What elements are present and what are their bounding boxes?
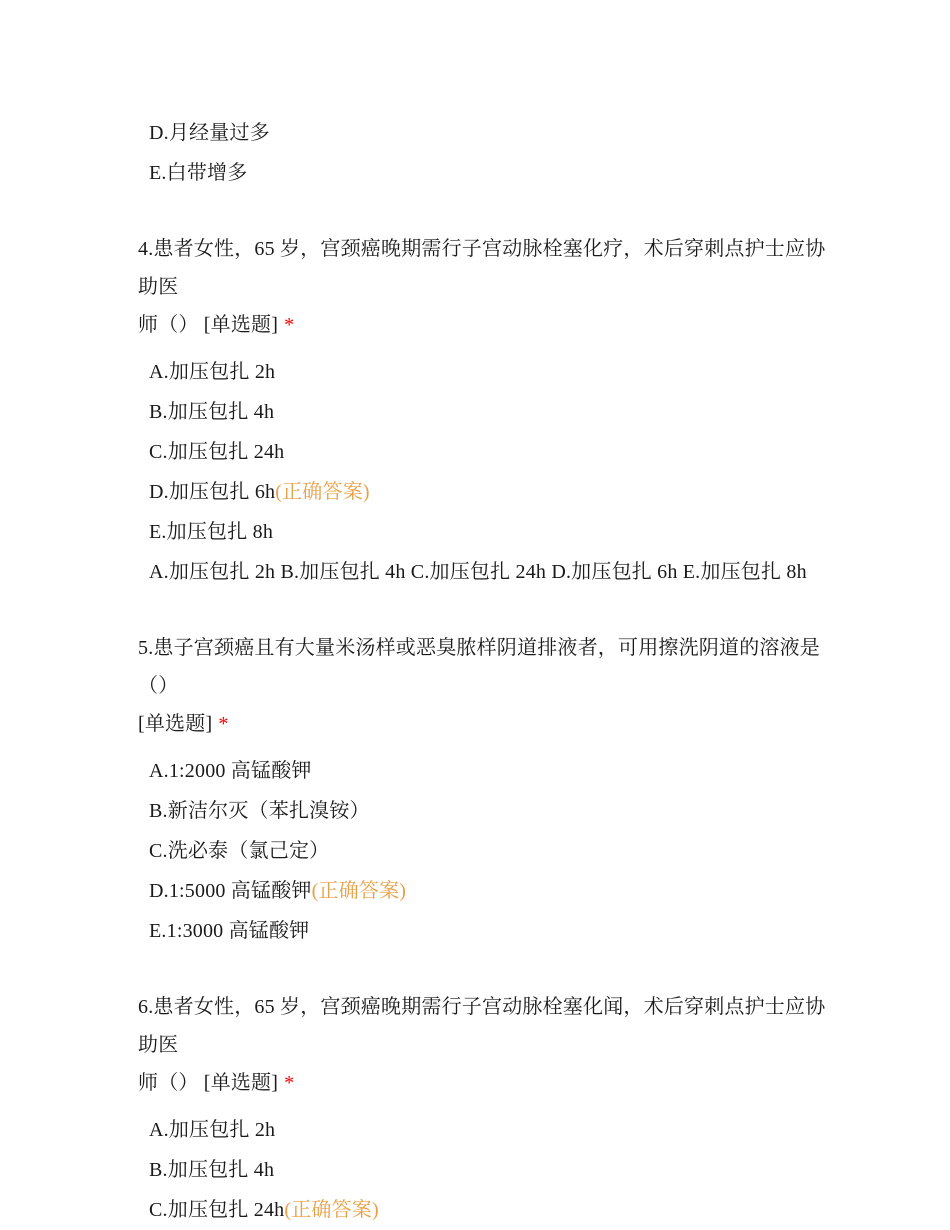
option-line [138, 113, 830, 153]
option-text: A.加压包扎 2h [149, 1119, 276, 1141]
question-line: 5.患子宫颈癌且有大量米汤样或恶臭脓样阴道排液者，可用擦洗阴道的溶液是（） [138, 637, 820, 697]
option-line [138, 1150, 830, 1190]
option-text: C.加压包扎 24h [149, 1199, 285, 1221]
question-5-text [138, 629, 830, 743]
option-text: C.洗必泰（氯己定） [149, 840, 330, 862]
question-line: 6.患者女性，65 岁，宫颈癌晚期需行子宫动脉栓塞化闻，术后穿刺点护士应协助医 [138, 996, 826, 1056]
question-line: 师（） [单选题] [138, 1072, 279, 1094]
question-line: 师（） [单选题] [138, 314, 279, 336]
option-text: C.加压包扎 24h [149, 441, 285, 463]
option-line [138, 871, 830, 911]
question-line: [单选题] [138, 713, 213, 735]
option-text: B.加压包扎 4h [149, 1159, 275, 1181]
required-star: * [284, 314, 295, 336]
option-text: E.白带增多 [149, 162, 248, 184]
option-text: D.加压包扎 6h [149, 481, 276, 503]
option-text: B.新洁尔灭（苯扎溴铵） [149, 800, 370, 822]
option-text: E.1:3000 高锰酸钾 [149, 920, 310, 942]
correct-answer-label: (正确答案) [284, 1199, 379, 1221]
option-text: B.加压包扎 4h [149, 401, 275, 423]
option-line [138, 831, 830, 871]
option-text: A.加压包扎 2h [149, 361, 276, 383]
question-4-text [138, 230, 830, 344]
options-summary-line [138, 552, 830, 592]
option-line [138, 911, 830, 951]
options-summary-text: A.加压包扎 2h B.加压包扎 4h C.加压包扎 24h D.加压包扎 6h E.加压包扎 8h [149, 561, 807, 583]
option-text: A.1:2000 高锰酸钾 [149, 760, 312, 782]
option-line [138, 751, 830, 791]
correct-answer-label: (正确答案) [275, 481, 370, 503]
question-line: 4.患者女性，65 岁，宫颈癌晚期需行子宫动脉栓塞化疗，术后穿刺点护士应协助医 [138, 238, 826, 298]
option-line [138, 472, 830, 512]
correct-answer-label: (正确答案) [311, 880, 407, 902]
option-line [138, 392, 830, 432]
required-star: * [284, 1072, 295, 1094]
question-6-text [138, 988, 830, 1102]
option-line [138, 791, 830, 831]
option-line [138, 512, 830, 552]
option-text: D.月经量过多 [149, 122, 270, 144]
option-line [138, 352, 830, 392]
option-line [138, 1190, 830, 1230]
option-text: E.加压包扎 8h [149, 521, 274, 543]
required-star: * [218, 713, 229, 735]
option-line [138, 432, 830, 472]
option-line [138, 153, 830, 193]
option-line [138, 1110, 830, 1150]
option-text: D.1:5000 高锰酸钾 [149, 880, 312, 902]
